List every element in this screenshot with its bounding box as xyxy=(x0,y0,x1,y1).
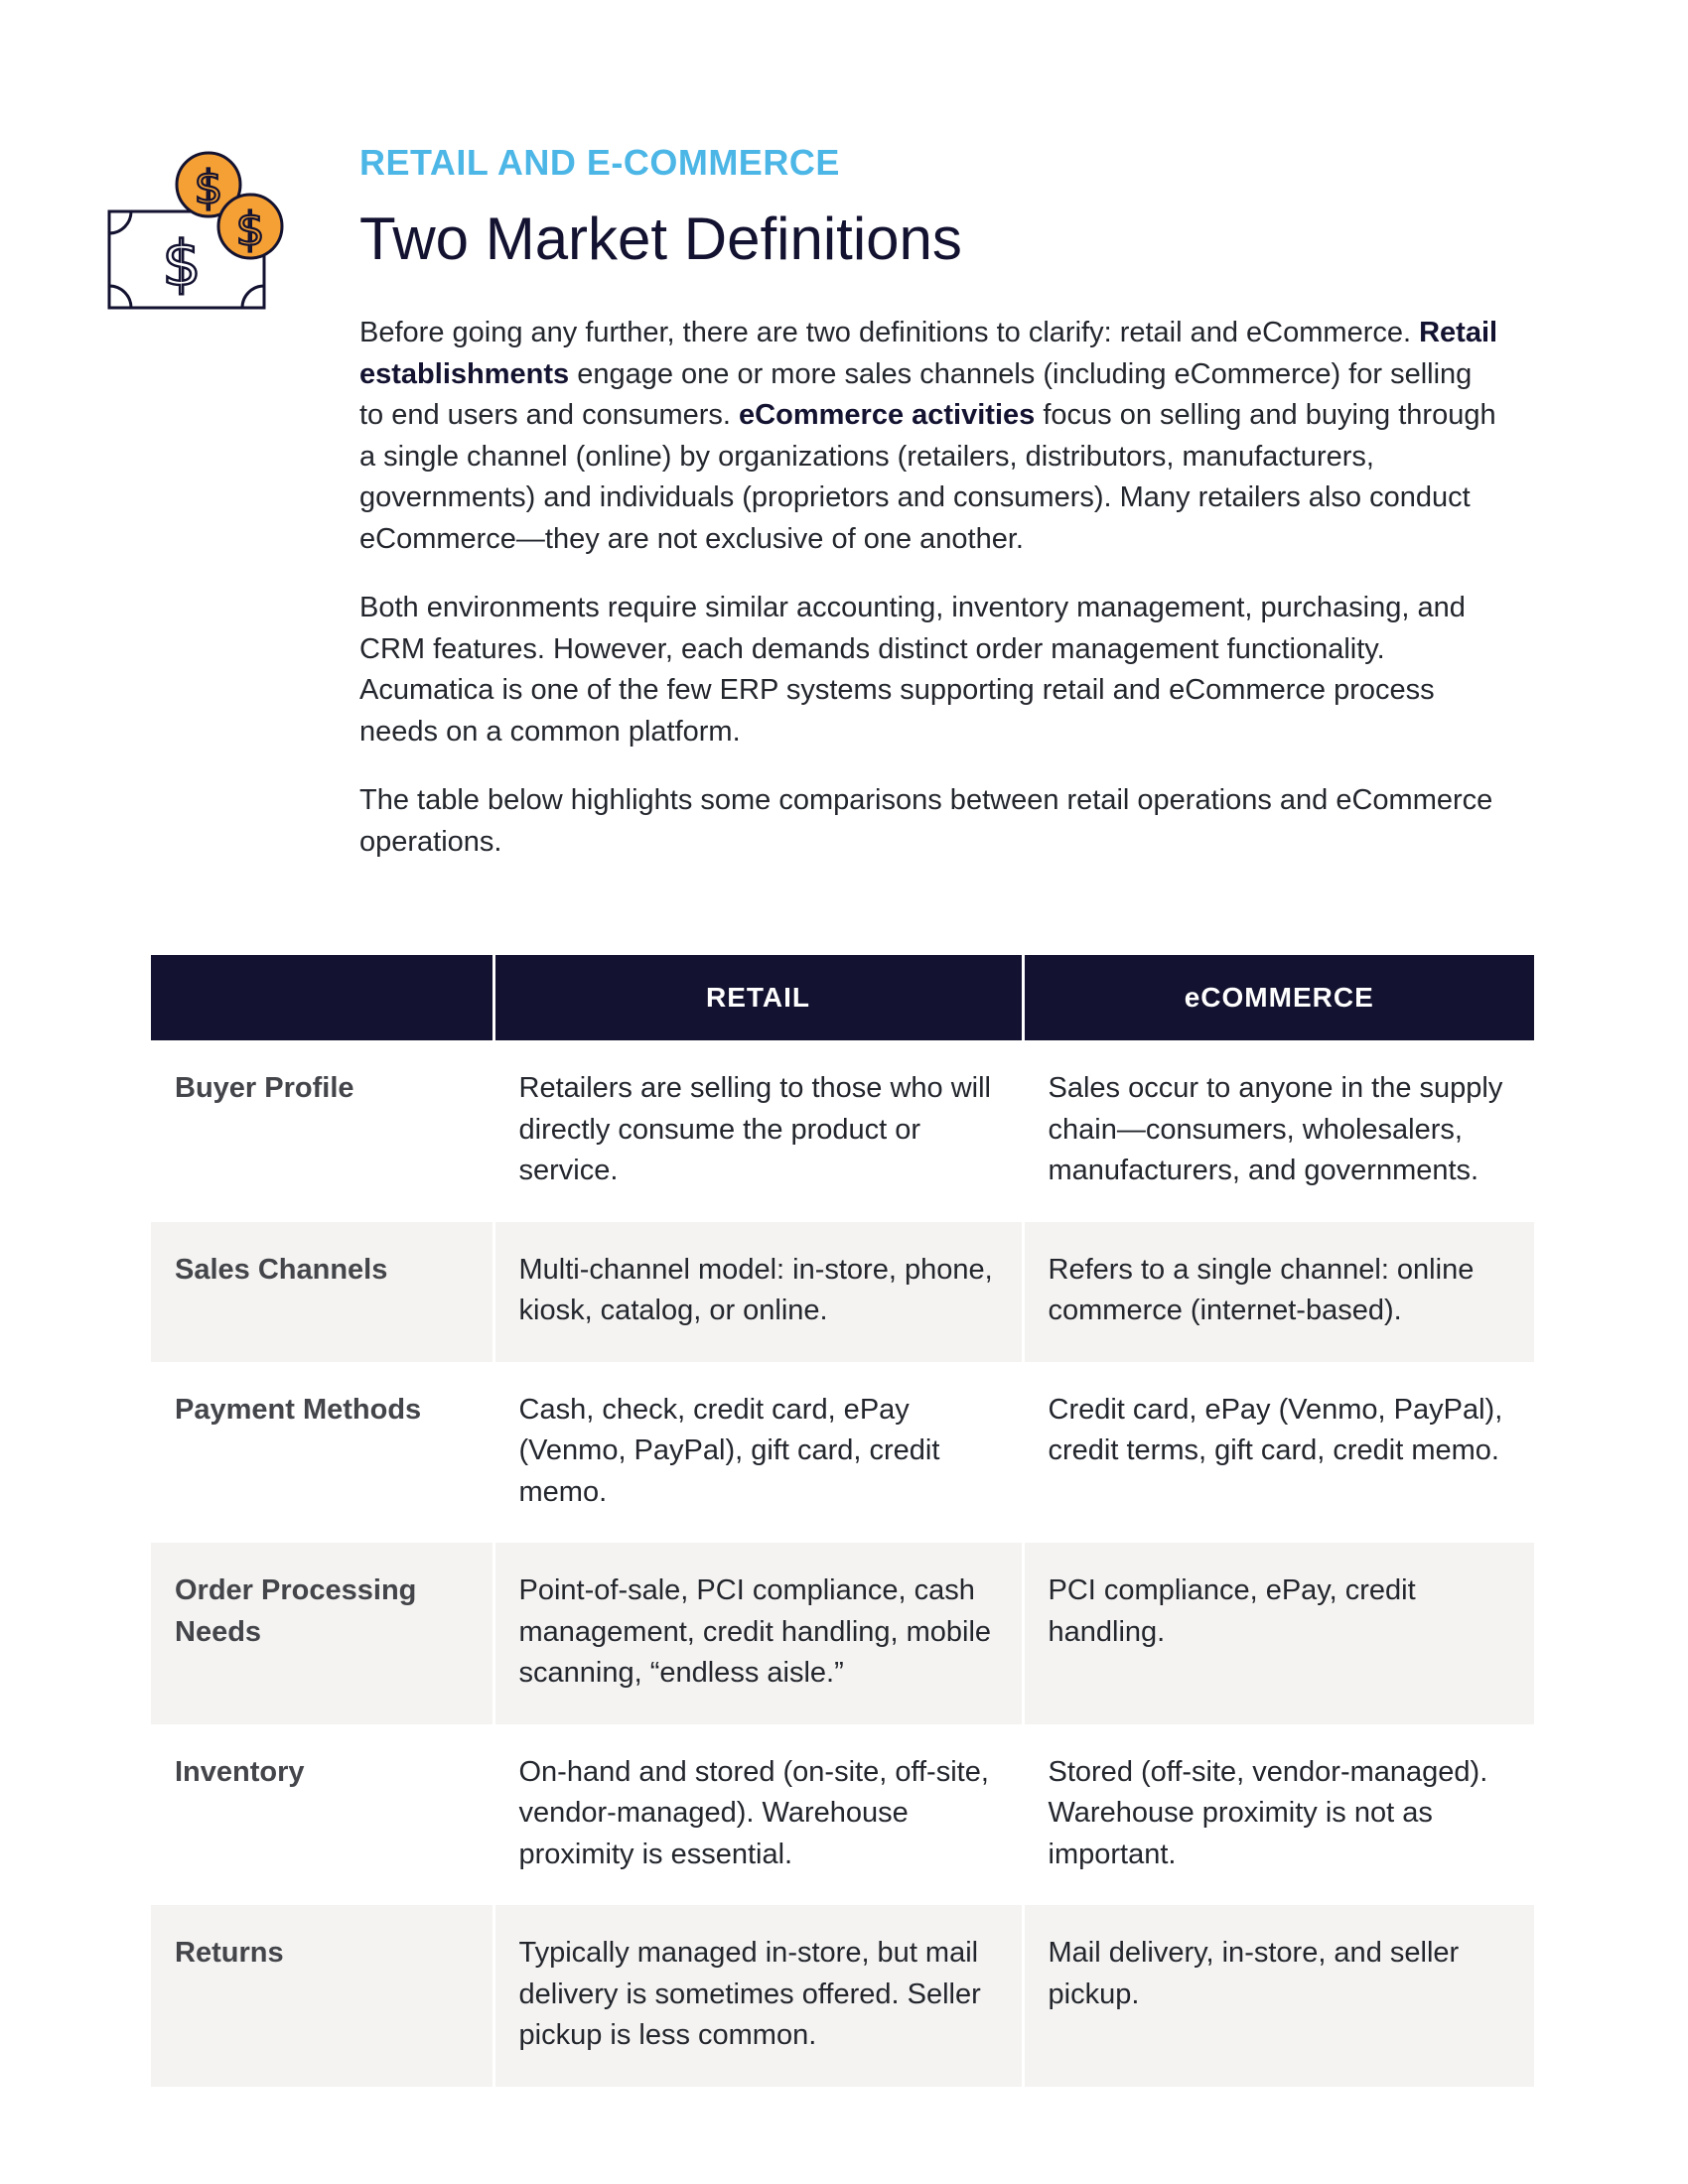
money-coins-icon xyxy=(105,151,290,318)
table-row xyxy=(151,1040,1534,1222)
intro-paragraph-2: Both environments require similar accounting, inventory management, purchasing, and CRM features. However, each demands distinct order management functionality. Acumatica is one of the few ERP systems supporting retail and eCommerce process needs on a common platform. xyxy=(359,592,1466,748)
row-label: Payment Methods xyxy=(175,1393,422,1426)
row-label: Inventory xyxy=(175,1755,305,1788)
table-row xyxy=(151,1543,1534,1724)
ecommerce-cell: PCI compliance, ePay, credit handling. xyxy=(1023,1543,1534,1724)
text-span: Before going any further, there are two definitions to clarify: retail and eCommerce. xyxy=(359,317,1420,348)
page-title: Two Market Definitions xyxy=(359,205,962,272)
header-cell-retail: RETAIL xyxy=(493,955,1023,1040)
intro-paragraph-3: The table below highlights some comparisons between retail operations and eCommerce operations. xyxy=(359,784,1493,858)
ecommerce-cell: Refers to a single channel: online commerce (internet-based). xyxy=(1023,1222,1534,1362)
intro-text xyxy=(359,313,1501,890)
retail-cell: Retailers are selling to those who will directly consume the product or service. xyxy=(493,1040,1023,1222)
table-row xyxy=(151,1724,1534,1906)
svg-text:$: $ xyxy=(162,227,202,300)
table-row xyxy=(151,1905,1534,2087)
text-span: focus on selling and buying through a single channel (online) by organizations (retailers, distributors, manufacturers, governments) and individuals (proprietors and consumers). Many retailers also conduct eCommerce—they are not exclusive of one another. xyxy=(359,399,1496,555)
page-header xyxy=(359,141,1501,274)
term-ecommerce: eCommerce activities xyxy=(739,399,1036,431)
table-header-row xyxy=(151,955,1534,1040)
ecommerce-cell: Credit card, ePay (Venmo, PayPal), credit terms, gift card, credit memo. xyxy=(1023,1362,1534,1544)
retail-cell: On-hand and stored (on-site, off-site, vendor-managed). Warehouse proximity is essential. xyxy=(493,1724,1023,1906)
row-label: Returns xyxy=(151,1905,493,2087)
ecommerce-cell: Sales occur to anyone in the supply chain—consumers, wholesalers, manufacturers, and governments. xyxy=(1023,1040,1534,1222)
row-label: Sales Channels xyxy=(151,1222,493,1362)
header-cell-ecommerce: eCOMMERCE xyxy=(1023,955,1534,1040)
comparison-table xyxy=(151,955,1534,2087)
retail-cell: Multi-channel model: in-store, phone, kiosk, catalog, or online. xyxy=(493,1222,1023,1362)
table-row xyxy=(151,1222,1534,1362)
table-row xyxy=(151,1362,1534,1544)
svg-text:$: $ xyxy=(235,203,265,256)
retail-cell: Typically managed in-store, but mail delivery is sometimes offered. Seller pickup is less common. xyxy=(493,1905,1023,2087)
header-cell-empty xyxy=(151,955,493,1040)
ecommerce-cell: Stored (off-site, vendor-managed). Warehouse proximity is not as important. xyxy=(1023,1724,1534,1906)
retail-cell: Point-of-sale, PCI compliance, cash management, credit handling, mobile scanning, “endless aisle.” xyxy=(493,1543,1023,1724)
row-label: Order Processing Needs xyxy=(151,1543,493,1724)
intro-paragraph-1 xyxy=(359,313,1501,560)
section-eyebrow: RETAIL AND E-COMMERCE xyxy=(359,142,840,183)
text-span: engage one or more sales channels (including eCommerce) for selling to end users and consumers. xyxy=(359,357,1473,431)
svg-text:$: $ xyxy=(194,161,223,214)
retail-cell: Cash, check, credit card, ePay (Venmo, PayPal), gift card, credit memo. xyxy=(493,1362,1023,1544)
row-label: Buyer Profile xyxy=(175,1072,354,1104)
term-retail: Retail establishments xyxy=(359,317,1498,390)
ecommerce-cell: Mail delivery, in-store, and seller pickup. xyxy=(1023,1905,1534,2087)
